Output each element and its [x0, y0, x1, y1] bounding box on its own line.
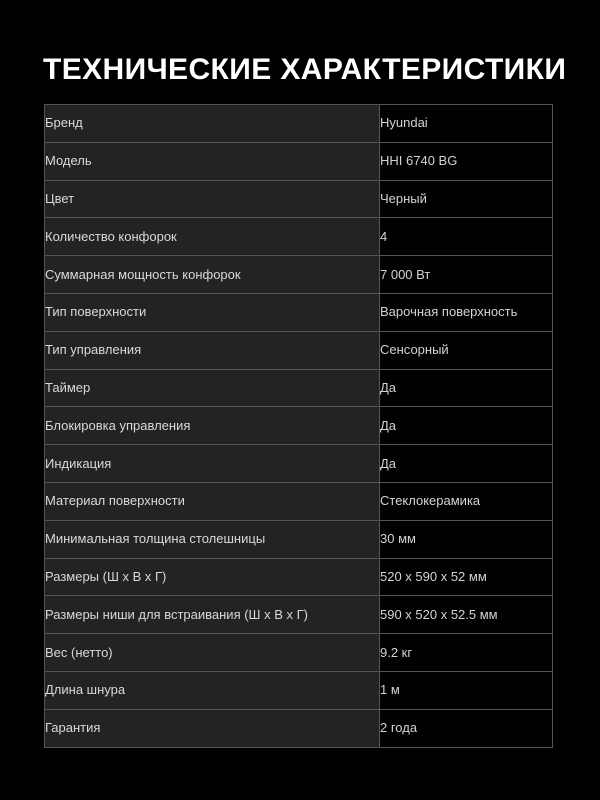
spec-row — [45, 331, 553, 369]
spec-row — [45, 634, 553, 672]
spec-row — [45, 482, 553, 520]
spec-row — [45, 293, 553, 331]
specs-table-body — [45, 105, 553, 748]
spec-row — [45, 256, 553, 294]
spec-value: 7 000 Вт — [380, 256, 553, 294]
spec-label: Гарантия — [45, 709, 380, 747]
spec-value: HHI 6740 BG — [380, 142, 553, 180]
spec-value: Варочная поверхность — [380, 293, 553, 331]
spec-label: Тип поверхности — [45, 293, 380, 331]
spec-value: Да — [380, 407, 553, 445]
spec-row — [45, 520, 553, 558]
spec-row — [45, 558, 553, 596]
spec-value: Hyundai — [380, 105, 553, 143]
page-title: ТЕХНИЧЕСКИЕ ХАРАКТЕРИСТИКИ — [43, 53, 567, 86]
spec-row — [45, 369, 553, 407]
spec-value: Сенсорный — [380, 331, 553, 369]
spec-label: Количество конфорок — [45, 218, 380, 256]
spec-value: 9.2 кг — [380, 634, 553, 672]
spec-value: Да — [380, 445, 553, 483]
spec-value: 2 года — [380, 709, 553, 747]
spec-row — [45, 671, 553, 709]
spec-row — [45, 218, 553, 256]
spec-label: Длина шнура — [45, 671, 380, 709]
spec-label: Вес (нетто) — [45, 634, 380, 672]
spec-row — [45, 142, 553, 180]
spec-row — [45, 445, 553, 483]
spec-label: Таймер — [45, 369, 380, 407]
spec-value: Черный — [380, 180, 553, 218]
spec-label: Минимальная толщина столешницы — [45, 520, 380, 558]
spec-label: Суммарная мощность конфорок — [45, 256, 380, 294]
spec-label: Цвет — [45, 180, 380, 218]
spec-value: 1 м — [380, 671, 553, 709]
spec-label: Индикация — [45, 445, 380, 483]
spec-label: Блокировка управления — [45, 407, 380, 445]
specs-table — [44, 104, 553, 748]
spec-value: 30 мм — [380, 520, 553, 558]
spec-value: Да — [380, 369, 553, 407]
spec-label: Тип управления — [45, 331, 380, 369]
spec-value: 4 — [380, 218, 553, 256]
spec-row — [45, 105, 553, 143]
spec-row — [45, 180, 553, 218]
spec-label: Размеры (Ш х В х Г) — [45, 558, 380, 596]
spec-label: Модель — [45, 142, 380, 180]
spec-label: Размеры ниши для встраивания (Ш х В х Г) — [45, 596, 380, 634]
spec-row — [45, 596, 553, 634]
spec-value: 520 x 590 x 52 мм — [380, 558, 553, 596]
spec-row — [45, 407, 553, 445]
spec-value: Стеклокерамика — [380, 482, 553, 520]
spec-row — [45, 709, 553, 747]
spec-value: 590 x 520 x 52.5 мм — [380, 596, 553, 634]
spec-label: Материал поверхности — [45, 482, 380, 520]
spec-label: Бренд — [45, 105, 380, 143]
